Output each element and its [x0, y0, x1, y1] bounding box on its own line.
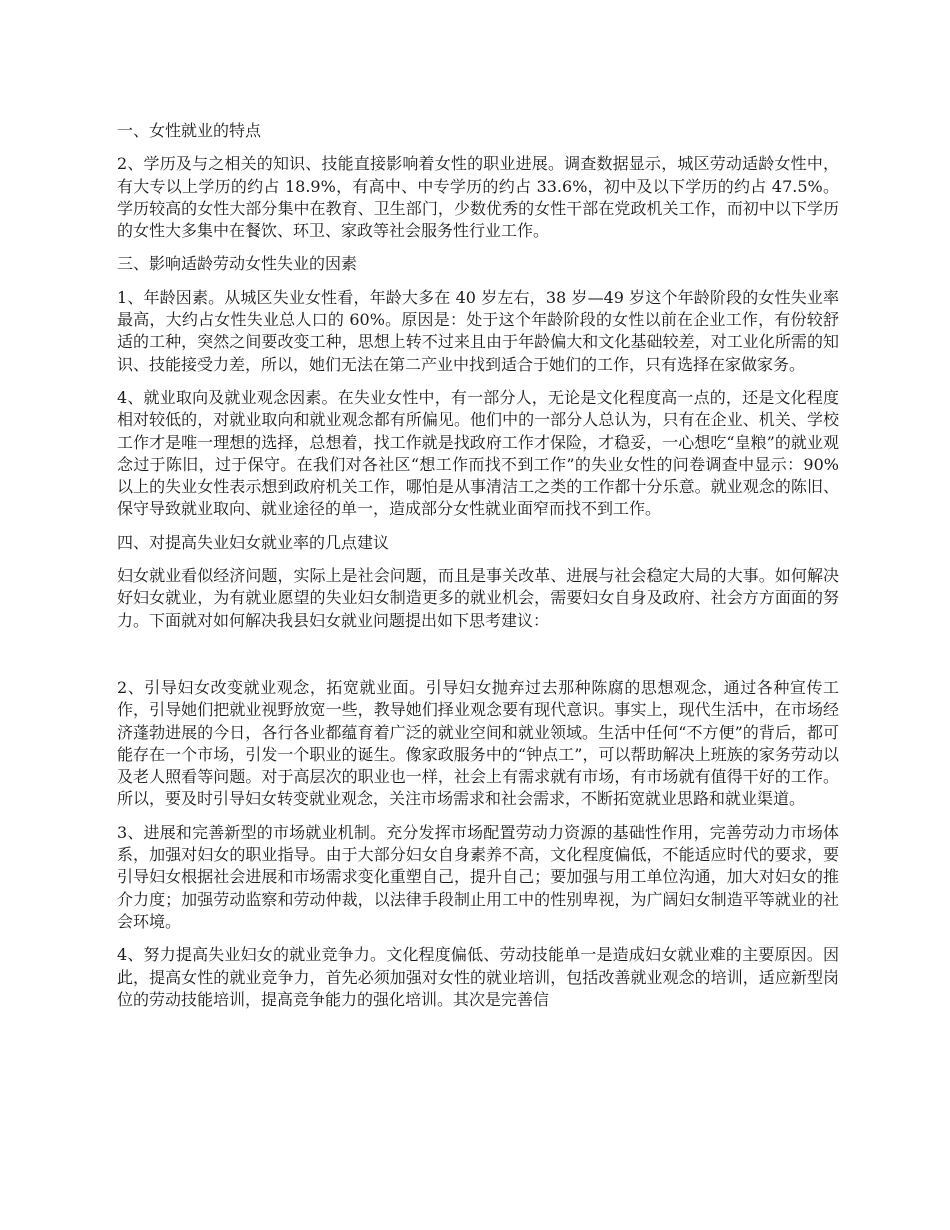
paragraph-education: 2、学历及与之相关的知识、技能直接影响着女性的职业进展。调查数据显示，城区劳动适龄女性中，有大专以上学历的约占 18.9%，有高中、中专学历的约占 33.6%，初中及以下学历的约占 47.5%。学历较高的女性大部分集中在教育、卫生部门，少数优秀的女性干部在党政机关工作，而初中以下学历的女性大多集中在餐饮、环卫、家政等社会服务性行业工作。 — [117, 154, 839, 241]
paragraph-competitiveness: 4、努力提高失业妇女的就业竞争力。文化程度偏低、劳动技能单一是造成妇女就业难的主要原因。因此，提高女性的就业竞争力，首先必须加强对女性的就业培训，包括改善就业观念的培训，适应新型岗位的劳动技能培训，提高竞争能力的强化培训。其次是完善信 — [117, 945, 839, 1009]
section-heading-4: 四、对提高失业妇女就业率的几点建议 — [117, 532, 390, 552]
paragraph-age-factor: 1、年龄因素。从城区失业女性看，年龄大多在 40 岁左右，38 岁—49 岁这个年龄阶段的女性失业率最高，大约占女性失业总人口的 60%。原因是：处于这个年龄阶段的女性以前在企业工作，有份较舒适的工种，突然之间要改变工种，思想上转不过来且由于年龄偏大和文化基础较差，对工业化所需的知识、技能接受力差，所以，她们无法在第二产业中找到适合于她们的工作，只有选择在家做家务。 — [117, 287, 839, 374]
document-body — [117, 120, 839, 1022]
paragraph-intro-suggestions: 妇女就业看似经济问题，实际上是社会问题，而且是事关改革、进展与社会稳定大局的大事。如何解决好妇女就业，为有就业愿望的失业妇女制造更多的就业机会，需要妇女自身及政府、社会方方面面的努力。下面就对如何解决我县妇女就业问题提出如下思考建议： — [117, 566, 839, 630]
paragraph-change-attitude: 2、引导妇女改变就业观念，拓宽就业面。引导妇女抛弃过去那种陈腐的思想观念，通过各种宣传工作，引导她们把就业视野放宽一些，教导她们择业观念要有现代意识。事实上，现代生活中，在市场经济蓬勃进展的今日，各行各业都蕴育着广泛的就业空间和就业领域。生活中任何“不方便”的背后，都可能存在一个市场，引发一个职业的诞生。像家政服务中的“钟点工”，可以帮助解决上班族的家务劳动以及老人照看等问题。对于高层次的职业也一样，社会上有需求就有市场，有市场就有值得干好的工作。所以，要及时引导妇女转变就业观念，关注市场需求和社会需求，不断拓宽就业思路和就业渠道。 — [117, 677, 839, 809]
paragraph-employment-attitude: 4、就业取向及就业观念因素。在失业女性中，有一部分人，无论是文化程度高一点的，还是文化程度相对较低的，对就业取向和就业观念都有所偏见。他们中的一部分人总认为，只有在企业、机关、学校工作才是唯一理想的选择，总想着，找工作就是找政府工作才保险，才稳妥，一心想吃“皇粮”的就业观念过于陈旧，过于保守。在我们对各社区“想工作而找不到工作”的失业女性的问卷调查中显示：90%以上的失业女性表示想到政府机关工作，哪怕是从事清洁工之类的工作都十分乐意。就业观念的陈旧、保守导致就业取向、就业途径的单一，造成部分女性就业面窄而找不到工作。 — [117, 387, 839, 519]
section-heading-1: 一、女性就业的特点 — [117, 121, 262, 140]
paragraph-market-mechanism: 3、进展和完善新型的市场就业机制。充分发挥市场配置劳动力资源的基础性作用，完善劳动力市场体系，加强对妇女的职业指导。由于大部分妇女自身素养不高，文化程度偏低，不能适应时代的要求，要引导妇女根据社会进展和市场需求变化重塑自己，提升自己；要加强与用工单位沟通，加大对妇女的推介力度；加强劳动监察和劳动仲裁，以法律手段制止用工中的性别卑视，为广阔妇女制造平等就业的社会环境。 — [117, 822, 839, 931]
section-heading-3: 三、影响适龄劳动女性失业的因素 — [117, 254, 358, 274]
